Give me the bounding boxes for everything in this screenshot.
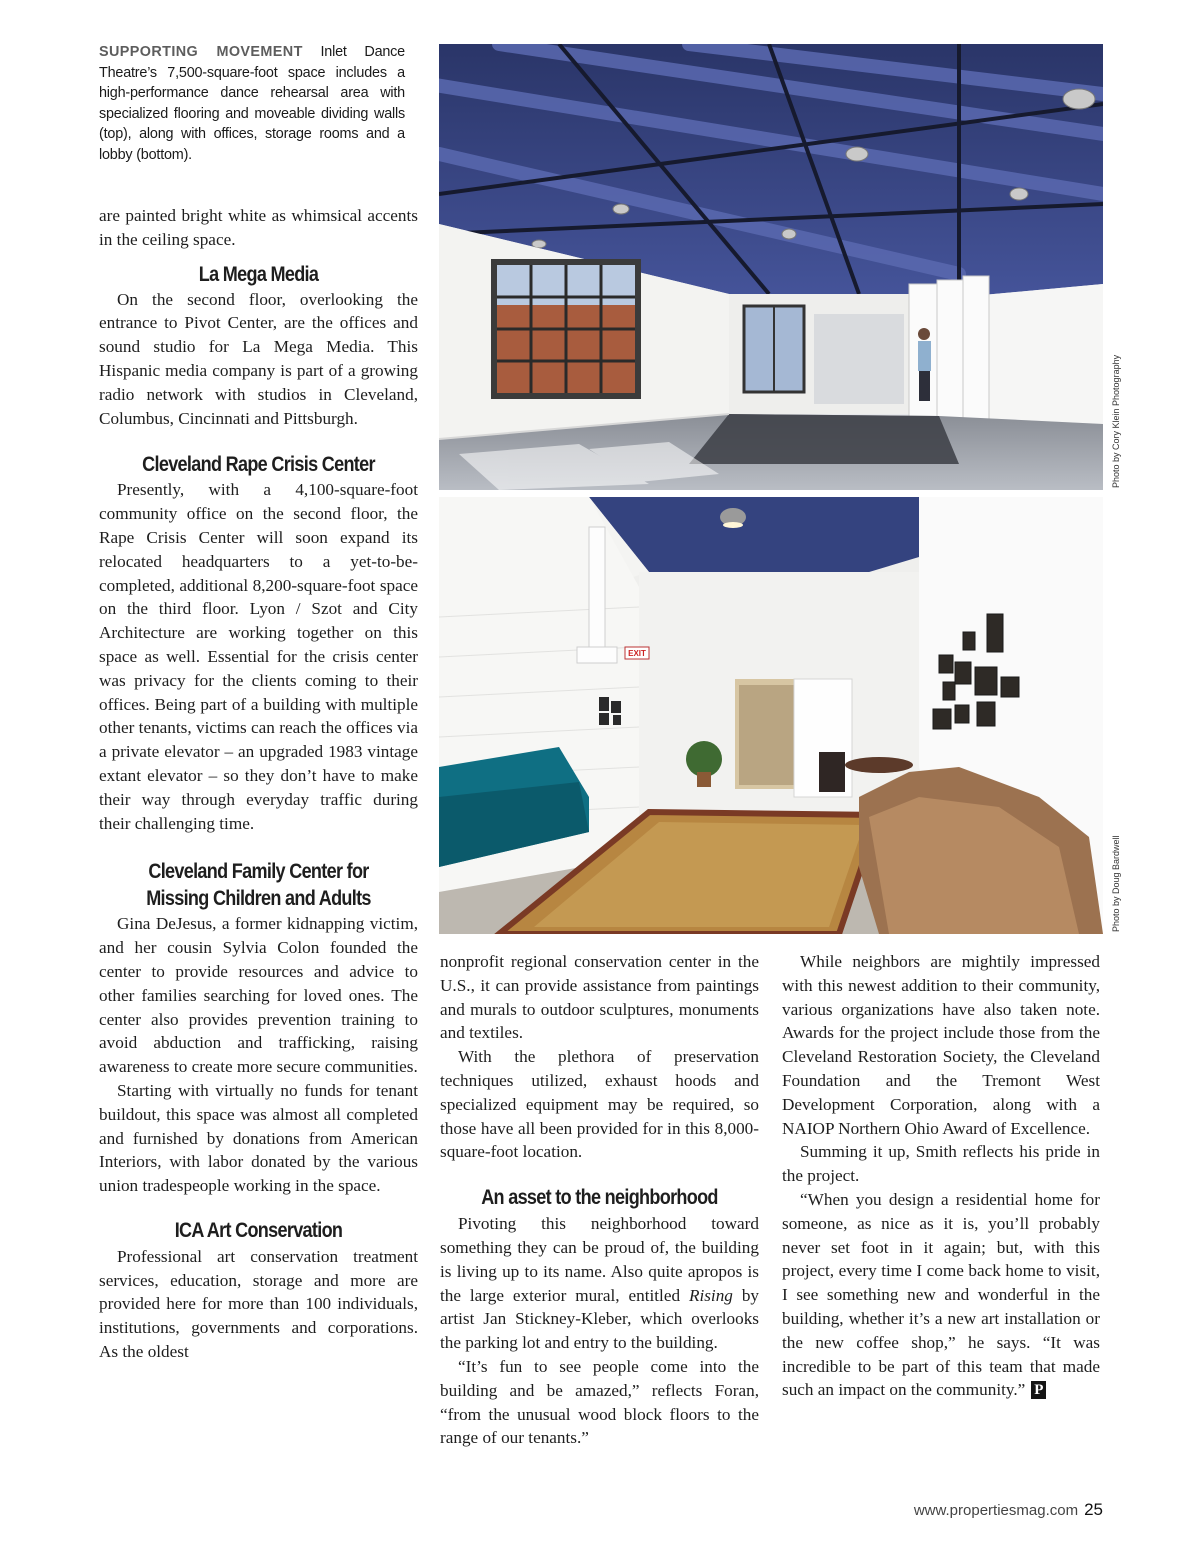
ica-paragraph-2: With the plethora of preservation techniques utilized, exhaust hoods and specialized equipment may be required, so those have all been provided for in this 8,000-square-foot location. [440, 1047, 759, 1162]
closing-paragraph-2: Summing it up, Smith reflects his pride in the project. [782, 1142, 1100, 1186]
page-number: 25 [1084, 1500, 1103, 1519]
ica-paragraph-1-part-2: nonprofit regional conservation center in the U.S., it can provide assistance from paintings and murals to outdoor sculptures, monuments and textiles. [440, 952, 759, 1043]
intro-paragraph: are painted bright white as whimsical accents in the ceiling space. [99, 206, 418, 249]
caption-lead: SUPPORTING MOVEMENT [99, 44, 303, 60]
lobby-illustration [439, 497, 1103, 934]
credit-bottom-photo: Photo by Doug Bardwell [1111, 835, 1121, 932]
closing-paragraph-3 [782, 1188, 1100, 1402]
column-3 [782, 950, 1100, 1402]
asset-p1-b: by artist Jan Stickney-Kleber, which overlooks the parking lot and entry to the building. [440, 1285, 760, 1353]
page-footer [914, 1500, 1103, 1520]
column-2 [440, 950, 759, 1450]
family-heading-line-1: Cleveland Family Center for [148, 860, 369, 884]
dance-studio-illustration [439, 44, 1103, 490]
heading-la-mega-media: La Mega Media [198, 262, 319, 286]
heading-ica-art-conservation: ICA Art Conservation [174, 1218, 343, 1242]
rape-crisis-paragraph: Presently, with a 4,100-square-foot community office on the second floor, the Rape Crisis Center will soon expand its relocated headquarters to a yet-to-be-completed, additional 8,200-square-foot space on the third floor. Lyon / Szot and City Architecture are working together on this space as well. Essential for the crisis center was privacy for the clients coming to their offices. Being part of a building with multiple other tenants, victims can reach the offices via a private elevator – an upgraded 1983 vintage extant elevator – so they don’t have to make their way through everyday traffic during their challenging time. [99, 480, 418, 833]
photo-lobby [439, 497, 1103, 934]
photo-caption [99, 42, 405, 166]
la-mega-paragraph: On the second floor, overlooking the entrance to Pivot Center, are the offices and sound studio for La Mega Media. This Hispanic media company is part of a growing radio network with studios in Cleveland, Columbus, Cincinnati and Pittsburgh. [99, 289, 418, 428]
asset-p1-a: Pivoting this neighborhood toward something they can be proud of, the building is living up to its name. Also quite apropos is the large exterior mural, entitled [440, 1214, 759, 1305]
heading-family-center [121, 858, 395, 912]
ica-paragraph-1-part-1: Professional art conservation treatment services, education, storage and more are provided here for more than 100 individuals, institutions, governments and corporations. As the oldest [99, 1246, 418, 1362]
end-mark: P [1031, 1381, 1046, 1399]
heading-rape-crisis-center: Cleveland Rape Crisis Center [142, 453, 375, 477]
closing-paragraph-1: While neighbors are mightily impressed with this newest addition to their community, various organizations have also taken note. Awards for the project include those from the Cleveland Restoration Society, the Cleveland Foundation and the Tremont West Development Corporation, along with a NAIOP Northern Ohio Award of Excellence. [782, 952, 1100, 1138]
heading-asset-neighborhood: An asset to the neighborhood [481, 1186, 718, 1210]
mural-title: Rising [688, 1285, 733, 1305]
exit-sign: EXIT [628, 649, 646, 658]
caption-text: Inlet Dance Theatre’s 7,500-square-foot space includes a high-performance dance rehearsal area with specialized flooring and moveable dividing walls (top), along with offices, storage rooms and a lobby (bottom). [99, 44, 405, 163]
family-paragraph-1: Gina DeJesus, a former kidnapping victim, and her cousin Sylvia Colon founded the center to provide resources and advice to other families searching for loved ones. The center also provides prevention training to avoid abduction and trafficking, raising awareness to create more secure communities. [99, 914, 418, 1077]
asset-paragraph-1 [440, 1212, 759, 1355]
column-1 [99, 204, 418, 1364]
family-heading-line-2: Missing Children and Adults [146, 887, 371, 911]
photo-dance-studio [439, 44, 1103, 490]
credit-top-photo: Photo by Cory Klein Photography [1111, 354, 1121, 488]
asset-paragraph-2: “It’s fun to see people come into the building and be amazed,” reflects Foran, “from the unusual wood block floors to the range of our tenants.” [440, 1356, 759, 1448]
closing-quote: “When you design a residential home for someone, as nice as it is, you’ll probably never set foot in it again; but, with this project, every time I come back home to visit, I see something new and wonderful in the building, whether it’s a new art installation or the new coffee shop,” he says. “It was incredible to be part of this team that made such an impact on the community.” [782, 1189, 1100, 1400]
footer-url: www.propertiesmag.com [913, 1502, 1079, 1519]
family-paragraph-2: Starting with virtually no funds for tenant buildout, this space was almost all completed and furnished by donations from American Interiors, with labor donated by the various union tradespeople working in the space. [99, 1080, 418, 1196]
